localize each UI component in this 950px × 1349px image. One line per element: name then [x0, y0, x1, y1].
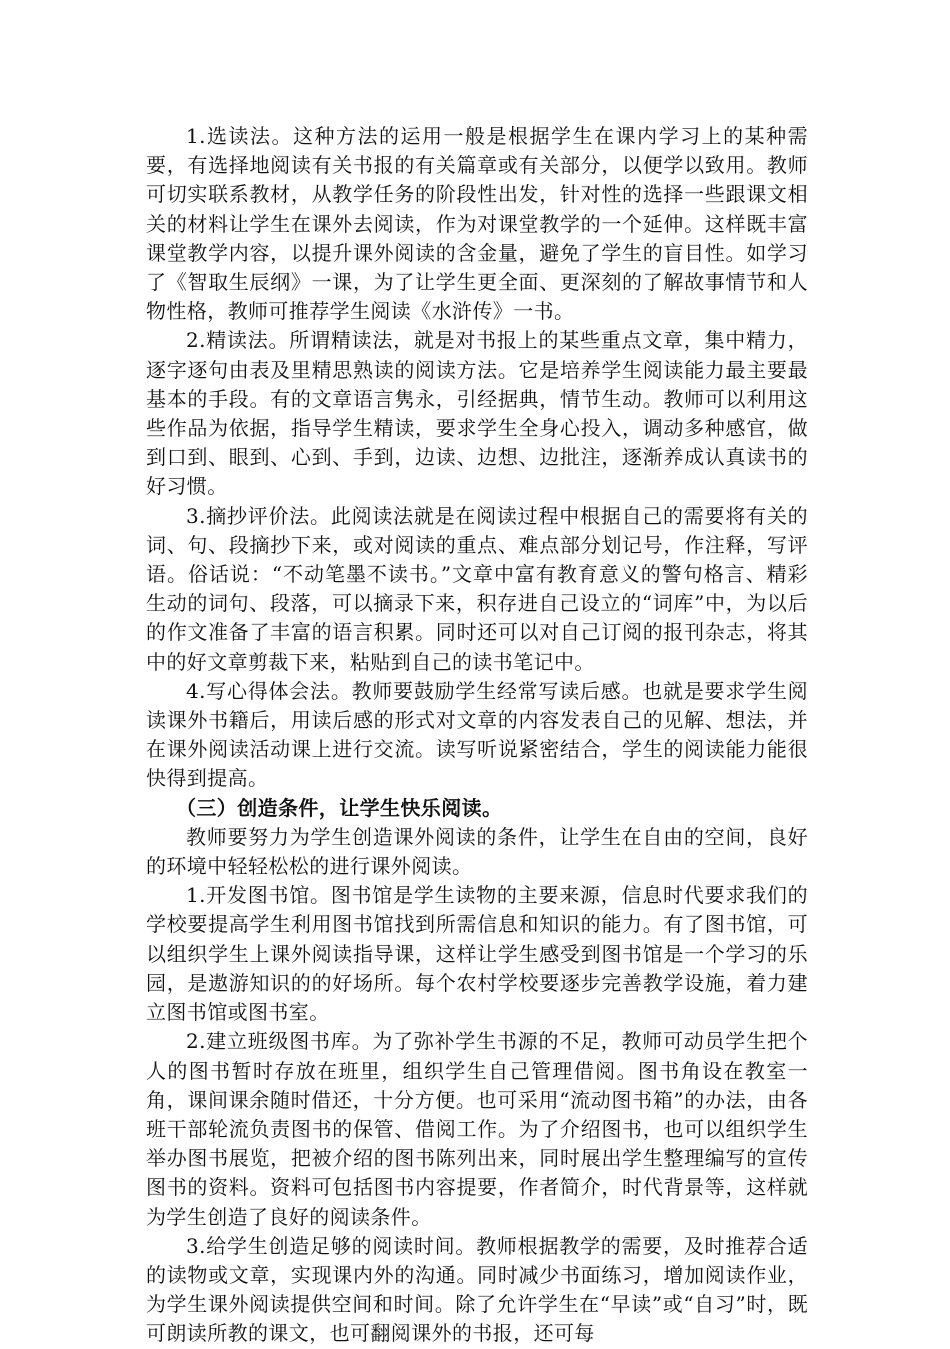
paragraph-method-excerpt-evaluation: 3.摘抄评价法。此阅读法就是在阅读过程中根据自己的需要将有关的词、句、段摘抄下来，或对阅读的重点、难点部分划记号，作注释，写评语。俗话说：“不动笔墨不读书。”文章中富有教育意义的警句格言、精彩生动的词句、段落，可以摘录下来，积存进自己设立的“词库”中，为以后的作文准备了丰富的语言积累。同时还可以对自己订阅的报刊杂志，将其中的好文章剪裁下来，粘贴到自己的读书笔记中。: [146, 503, 808, 674]
paragraph-method-intensive-reading: 2.精读法。所谓精读法，就是对书报上的某些重点文章，集中精力，逐字逐句由表及里精思熟读的阅读方法。它是培养学生阅读能力最主要最基本的手段。有的文章语言隽永，引经据典，情节生动。教师可以利用这些作品为依据，指导学生精读，要求学生全身心投入，调动多种感官，做到口到、眼到、心到、手到，边读、边想、边批注，逐渐养成认真读书的好习惯。: [146, 328, 808, 499]
paragraph-method-selective-reading: 1.选读法。这种方法的运用一般是根据学生在课内学习上的某种需要，有选择地阅读有关书报的有关篇章或有关部分，以便学以致用。教师可切实联系教材，从教学任务的阶段性出发，针对性的选择一些跟课文相关的材料让学生在课外去阅读，作为对课堂教学的一个延伸。这样既丰富课堂教学内容，以提升课外阅读的含金量，避免了学生的盲目性。如学习了《智取生辰纲》一课，为了让学生更全面、更深刻的了解故事情节和人物性格，教师可推荐学生阅读《水浒传》一书。: [146, 124, 808, 324]
paragraph-section-intro: 教师要努力为学生创造课外阅读的条件，让学生在自由的空间，良好的环境中轻轻松松的进行课外阅读。: [146, 824, 808, 879]
paragraph-class-book-corner: 2.建立班级图书库。为了弥补学生书源的不足，教师可动员学生把个人的图书暂时存放在班里，组织学生自己管理借阅。图书角设在教室一角，课间课余随时借还，十分方便。也可采用“流动图书箱”的办法，由各班干部轮流负责图书的保管、借阅工作。为了介绍图书，也可以组织学生举办图书展览，把被介绍的图书陈列出来，同时展出学生整理编写的宣传图书的资料。资料可包括图书内容提要，作者简介，时代背景等，这样就为学生创造了良好的阅读条件。: [146, 1029, 808, 1229]
paragraph-develop-library: 1.开发图书馆。图书馆是学生读物的主要来源，信息时代要求我们的学校要提高学生利用图书馆找到所需信息和知识的能力。有了图书馆，可以组织学生上课外阅读指导课，这样让学生感受到图书馆是一个学习的乐园，是遨游知识的的好场所。每个农村学校要逐步完善教学设施，着力建立图书馆或图书室。: [146, 883, 808, 1025]
paragraph-method-reflection-writing: 4.写心得体会法。教师要鼓励学生经常写读后感。也就是要求学生阅读课外书籍后，用读后感的形式对文章的内容发表自己的见解、想法，并在课外阅读活动课上进行交流。读写听说紧密结合，学生的阅读能力能很快得到提高。: [146, 678, 808, 791]
section-heading: （三）创造条件，让学生快乐阅读。: [176, 795, 503, 820]
paragraph-reading-time: 3.给学生创造足够的阅读时间。教师根据教学的需要，及时推荐合适的读物或文章，实现课内外的沟通。同时减少书面练习，增加阅读作业，为学生课外阅读提供空间和时间。除了允许学生在“早读”或“自习”时，既可朗读所教的课文，也可翻阅课外的书报，还可每: [146, 1233, 808, 1346]
document-body: [146, 122, 808, 1349]
